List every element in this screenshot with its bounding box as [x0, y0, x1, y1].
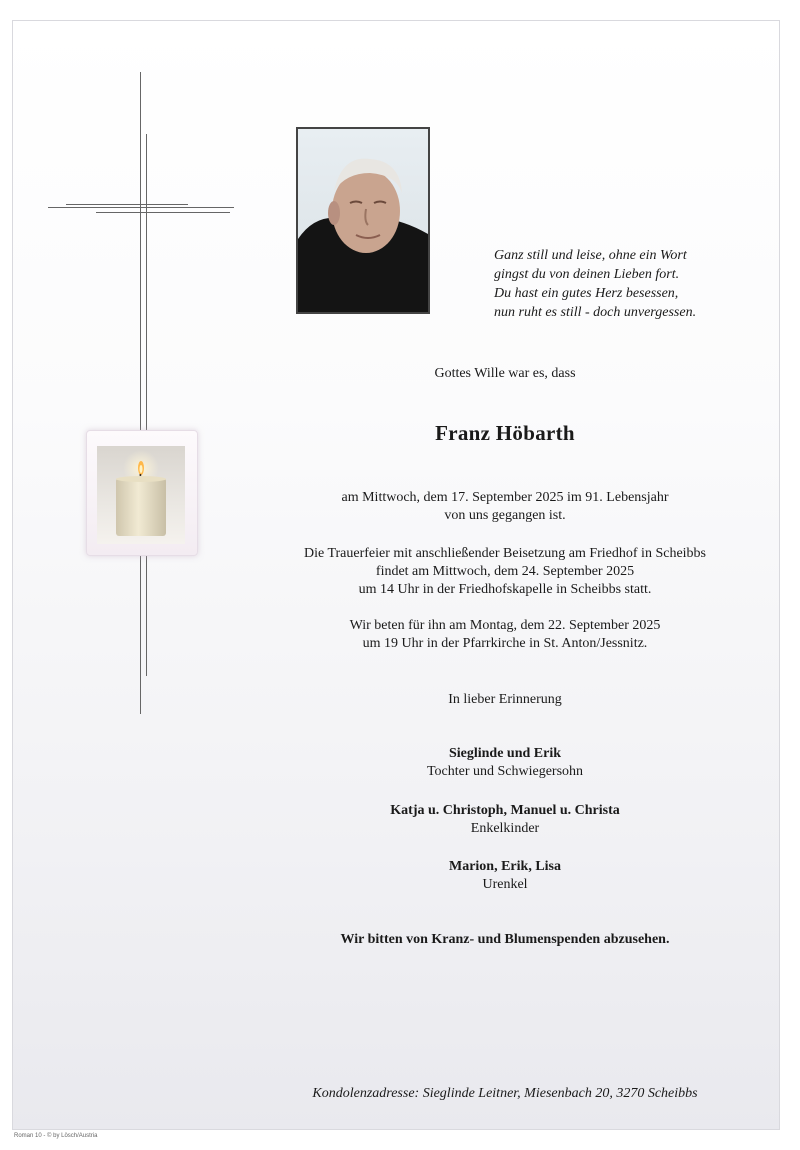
mourner-names: Marion, Erik, Lisa — [448, 859, 561, 874]
death-notice-line: von uns gegangen ist. — [444, 508, 566, 523]
deceased-name: Franz Höbarth — [435, 421, 575, 445]
mourner-group — [300, 802, 710, 838]
prayer-line: um 19 Uhr in der Pfarrkirche in St. Anton/Jessnitz. — [362, 636, 648, 651]
prayer-info — [300, 617, 710, 653]
mourner-group — [300, 745, 710, 781]
verse-line: Du hast ein gutes Herz besessen, — [494, 286, 679, 301]
mourner-group — [300, 858, 710, 894]
funeral-info — [300, 545, 710, 599]
funeral-line: Die Trauerfeier mit anschließender Beisetzung am Friedhof in Scheibbs — [303, 546, 706, 561]
person-portrait-icon — [298, 129, 428, 312]
portrait-photo — [296, 127, 430, 314]
candle-icon — [97, 446, 185, 544]
mourner-relation: Tochter und Schwiegersohn — [426, 764, 584, 779]
remembrance-text: In lieber Erinnerung — [448, 692, 562, 707]
verse-line: Ganz still und leise, ohne ein Wort — [494, 248, 687, 263]
mourner-relation: Enkelkinder — [470, 821, 540, 836]
funeral-line: findet am Mittwoch, dem 24. September 2025 — [375, 564, 635, 579]
verse — [494, 246, 774, 322]
prayer-line: Wir beten für ihn am Montag, dem 22. September 2025 — [349, 618, 661, 633]
mourner-relation: Urenkel — [482, 877, 528, 892]
candle-picture — [86, 430, 198, 556]
death-notice — [300, 489, 710, 525]
mourner-names: Katja u. Christoph, Manuel u. Christa — [390, 803, 620, 818]
death-notice-line: am Mittwoch, dem 17. September 2025 im 91. Lebensjahr — [341, 490, 669, 505]
footer-mark: Roman 10 - © by Lösch/Austria — [14, 1133, 98, 1139]
verse-line: nun ruht es still - doch unvergessen. — [494, 305, 697, 320]
intro-text: Gottes Wille war es, dass — [434, 366, 576, 381]
funeral-line: um 14 Uhr in der Friedhofskapelle in Scheibbs statt. — [358, 582, 652, 597]
donation-request: Wir bitten von Kranz- und Blumenspenden abzusehen. — [340, 932, 670, 947]
condolence-address: Kondolenzadresse: Sieglinde Leitner, Miesenbach 20, 3270 Scheibbs — [312, 1086, 698, 1101]
verse-line: gingst du von deinen Lieben fort. — [494, 267, 680, 282]
mourner-names: Sieglinde und Erik — [448, 746, 562, 761]
